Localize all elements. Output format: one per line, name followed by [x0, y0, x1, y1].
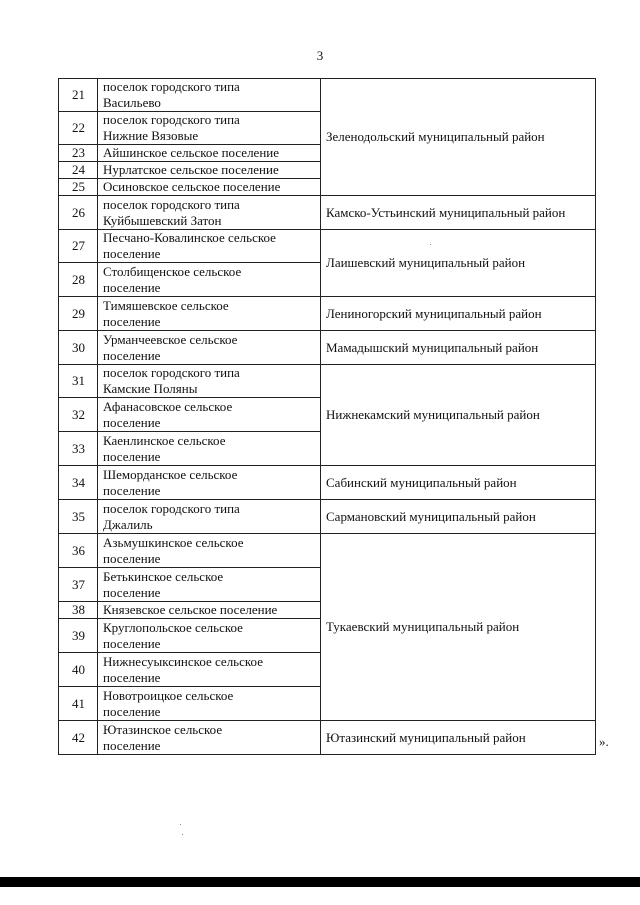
district-name: Зеленодольский муниципальный район — [321, 79, 596, 196]
settlement-name: Осиновское сельское поселение — [98, 179, 321, 196]
district-name: Сармановский муниципальный район — [321, 500, 596, 534]
row-number: 29 — [59, 297, 98, 331]
settlement-name: Князевское сельское поселение — [98, 602, 321, 619]
row-number: 35 — [59, 500, 98, 534]
table-row — [59, 466, 596, 500]
scan-speck — [430, 244, 431, 245]
settlement-name: Азьмушкинское сельское поселение — [98, 534, 321, 568]
row-number: 40 — [59, 653, 98, 687]
district-name: Сабинский муниципальный район — [321, 466, 596, 500]
row-number: 23 — [59, 145, 98, 162]
scan-speck — [182, 834, 183, 835]
settlement-name: Шеморданское сельское поселение — [98, 466, 321, 500]
district-name: Камско-Устьинский муниципальный район — [321, 196, 596, 230]
row-number: 22 — [59, 112, 98, 145]
settlement-name: Айшинское сельское поселение — [98, 145, 321, 162]
settlement-name: поселок городского типа Куйбышевский Затон — [98, 196, 321, 230]
settlement-name: Бетькинское сельское поселение — [98, 568, 321, 602]
row-number: 41 — [59, 687, 98, 721]
table-row — [59, 230, 596, 263]
row-number: 39 — [59, 619, 98, 653]
settlement-name: поселок городского типа Джалиль — [98, 500, 321, 534]
row-number: 34 — [59, 466, 98, 500]
settlement-name: Нижнесуыксинское сельское поселение — [98, 653, 321, 687]
district-name: Мамадышский муниципальный район — [321, 331, 596, 365]
row-number: 42 — [59, 721, 98, 755]
closing-quote-mark: ». — [599, 734, 609, 749]
row-number: 28 — [59, 263, 98, 297]
settlement-name: Каенлинское сельское поселение — [98, 432, 321, 466]
settlement-name: поселок городского типа Васильево — [98, 79, 321, 112]
settlement-name: Ютазинское сельское поселение — [98, 721, 321, 755]
municipality-table — [58, 78, 596, 755]
settlement-name: Нурлатское сельское поселение — [98, 162, 321, 179]
table-row — [59, 365, 596, 398]
settlement-name: Столбищенское сельское поселение — [98, 263, 321, 297]
district-name: Лениногорский муниципальный район — [321, 297, 596, 331]
table-row — [59, 196, 596, 230]
row-number: 37 — [59, 568, 98, 602]
table-row — [59, 331, 596, 365]
settlement-name: Круглопольское сельское поселение — [98, 619, 321, 653]
row-number: 21 — [59, 79, 98, 112]
page-number: 3 — [316, 48, 324, 63]
scan-speck — [180, 824, 181, 825]
settlement-name: Урманчеевское сельское поселение — [98, 331, 321, 365]
district-name: Тукаевский муниципальный район — [321, 534, 596, 721]
row-number: 32 — [59, 398, 98, 432]
settlement-name: поселок городского типа Нижние Вязовые — [98, 112, 321, 145]
district-name: Ютазинский муниципальный район — [321, 721, 596, 755]
row-number: 26 — [59, 196, 98, 230]
row-number: 27 — [59, 230, 98, 263]
settlement-name: Новотроицкое сельское поселение — [98, 687, 321, 721]
settlement-name: Тимяшевское сельское поселение — [98, 297, 321, 331]
table-row — [59, 297, 596, 331]
row-number: 25 — [59, 179, 98, 196]
district-name: Лаишевский муниципальный район — [321, 230, 596, 297]
row-number: 24 — [59, 162, 98, 179]
row-number: 36 — [59, 534, 98, 568]
row-number: 38 — [59, 602, 98, 619]
district-name: Нижнекамский муниципальный район — [321, 365, 596, 466]
table-row — [59, 534, 596, 568]
settlement-name: Песчано-Ковалинское сельское поселение — [98, 230, 321, 263]
row-number: 33 — [59, 432, 98, 466]
settlement-name: поселок городского типа Камские Поляны — [98, 365, 321, 398]
table-row — [59, 500, 596, 534]
table-row — [59, 721, 596, 755]
row-number: 31 — [59, 365, 98, 398]
bottom-scan-border — [0, 877, 640, 887]
row-number: 30 — [59, 331, 98, 365]
settlement-name: Афанасовское сельское поселение — [98, 398, 321, 432]
table-row — [59, 79, 596, 112]
